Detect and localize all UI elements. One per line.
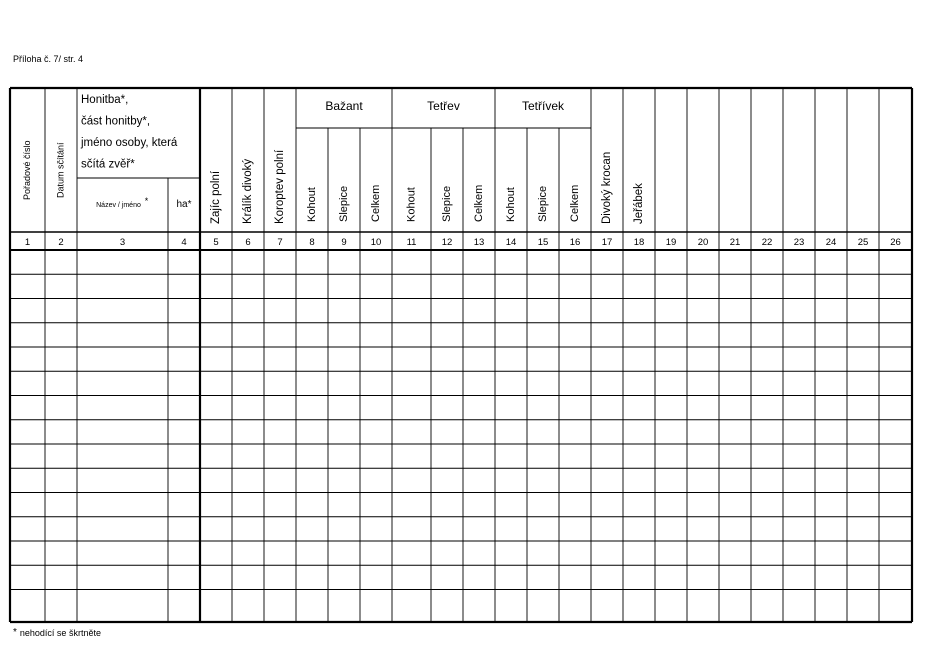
column-number: 11 bbox=[406, 237, 417, 248]
column-number: 7 bbox=[277, 237, 283, 248]
header-species-1: Zajíc polní bbox=[210, 170, 223, 224]
group-header: Bažant bbox=[325, 99, 363, 113]
column-number: 22 bbox=[761, 237, 773, 248]
group-header: Tetřev bbox=[427, 99, 460, 113]
column-number: 1 bbox=[24, 237, 31, 248]
subheader-ha: ha* bbox=[176, 199, 192, 210]
header-honitba-line: Honitba*, bbox=[81, 94, 129, 106]
page-label: Příloha č. 7/ str. 4 bbox=[13, 54, 84, 64]
column-number: 15 bbox=[537, 237, 549, 248]
header-datum-scitani: Datum sčítání bbox=[55, 142, 66, 198]
header-honitba-line: sčítá zvěř* bbox=[81, 158, 135, 171]
group-subheader: Kohout bbox=[305, 187, 318, 222]
column-number: 19 bbox=[665, 237, 677, 248]
column-number: 8 bbox=[309, 237, 315, 248]
group-subheader: Slepice bbox=[337, 185, 350, 222]
header-honitba-line: část honitby*, bbox=[81, 115, 151, 128]
column-number: 24 bbox=[825, 237, 837, 248]
header-poradove-cislo: Pořadové číslo bbox=[21, 140, 32, 200]
header-species-2: Králík divoký bbox=[242, 158, 255, 224]
footnote-text: nehodící se škrtněte bbox=[19, 628, 101, 638]
column-number: 17 bbox=[601, 237, 613, 248]
group-subheader: Kohout bbox=[504, 187, 517, 222]
header-extra-1: Divoký krocan bbox=[601, 151, 614, 224]
column-number: 13 bbox=[473, 237, 485, 248]
group-subheader: Slepice bbox=[440, 185, 453, 222]
column-number: 21 bbox=[729, 237, 741, 248]
subheader-nazev-jmeno: Název / jméno bbox=[96, 202, 141, 209]
column-number: 2 bbox=[58, 237, 64, 248]
column-number: 18 bbox=[633, 237, 645, 248]
group-header: Tetřívek bbox=[521, 99, 565, 113]
column-number: 14 bbox=[505, 237, 517, 248]
column-number: 4 bbox=[181, 237, 187, 248]
group-subheader: Celkem bbox=[369, 184, 382, 222]
column-number: 3 bbox=[119, 237, 126, 248]
column-number: 26 bbox=[890, 237, 901, 248]
group-subheader: Slepice bbox=[536, 185, 549, 222]
column-number: 23 bbox=[793, 237, 805, 248]
column-number: 25 bbox=[857, 237, 869, 248]
header-extra-2: Jeřábek bbox=[633, 183, 646, 224]
column-number: 5 bbox=[213, 237, 219, 248]
column-number: 10 bbox=[370, 237, 382, 248]
column-number: 6 bbox=[245, 237, 251, 248]
column-number: 20 bbox=[697, 237, 709, 248]
column-number: 16 bbox=[569, 237, 581, 248]
footnote: * nehodící se škrtněte bbox=[13, 627, 101, 638]
group-subheader: Celkem bbox=[568, 184, 581, 222]
subheader-nazev-star: * bbox=[144, 196, 149, 206]
group-subheader: Kohout bbox=[405, 187, 418, 222]
column-number: 9 bbox=[341, 237, 347, 248]
header-species-3: Koroptev polní bbox=[274, 149, 287, 224]
header-honitba-line: jméno osoby, která bbox=[81, 137, 178, 149]
group-subheader: Celkem bbox=[472, 184, 485, 222]
column-number: 12 bbox=[441, 237, 453, 248]
